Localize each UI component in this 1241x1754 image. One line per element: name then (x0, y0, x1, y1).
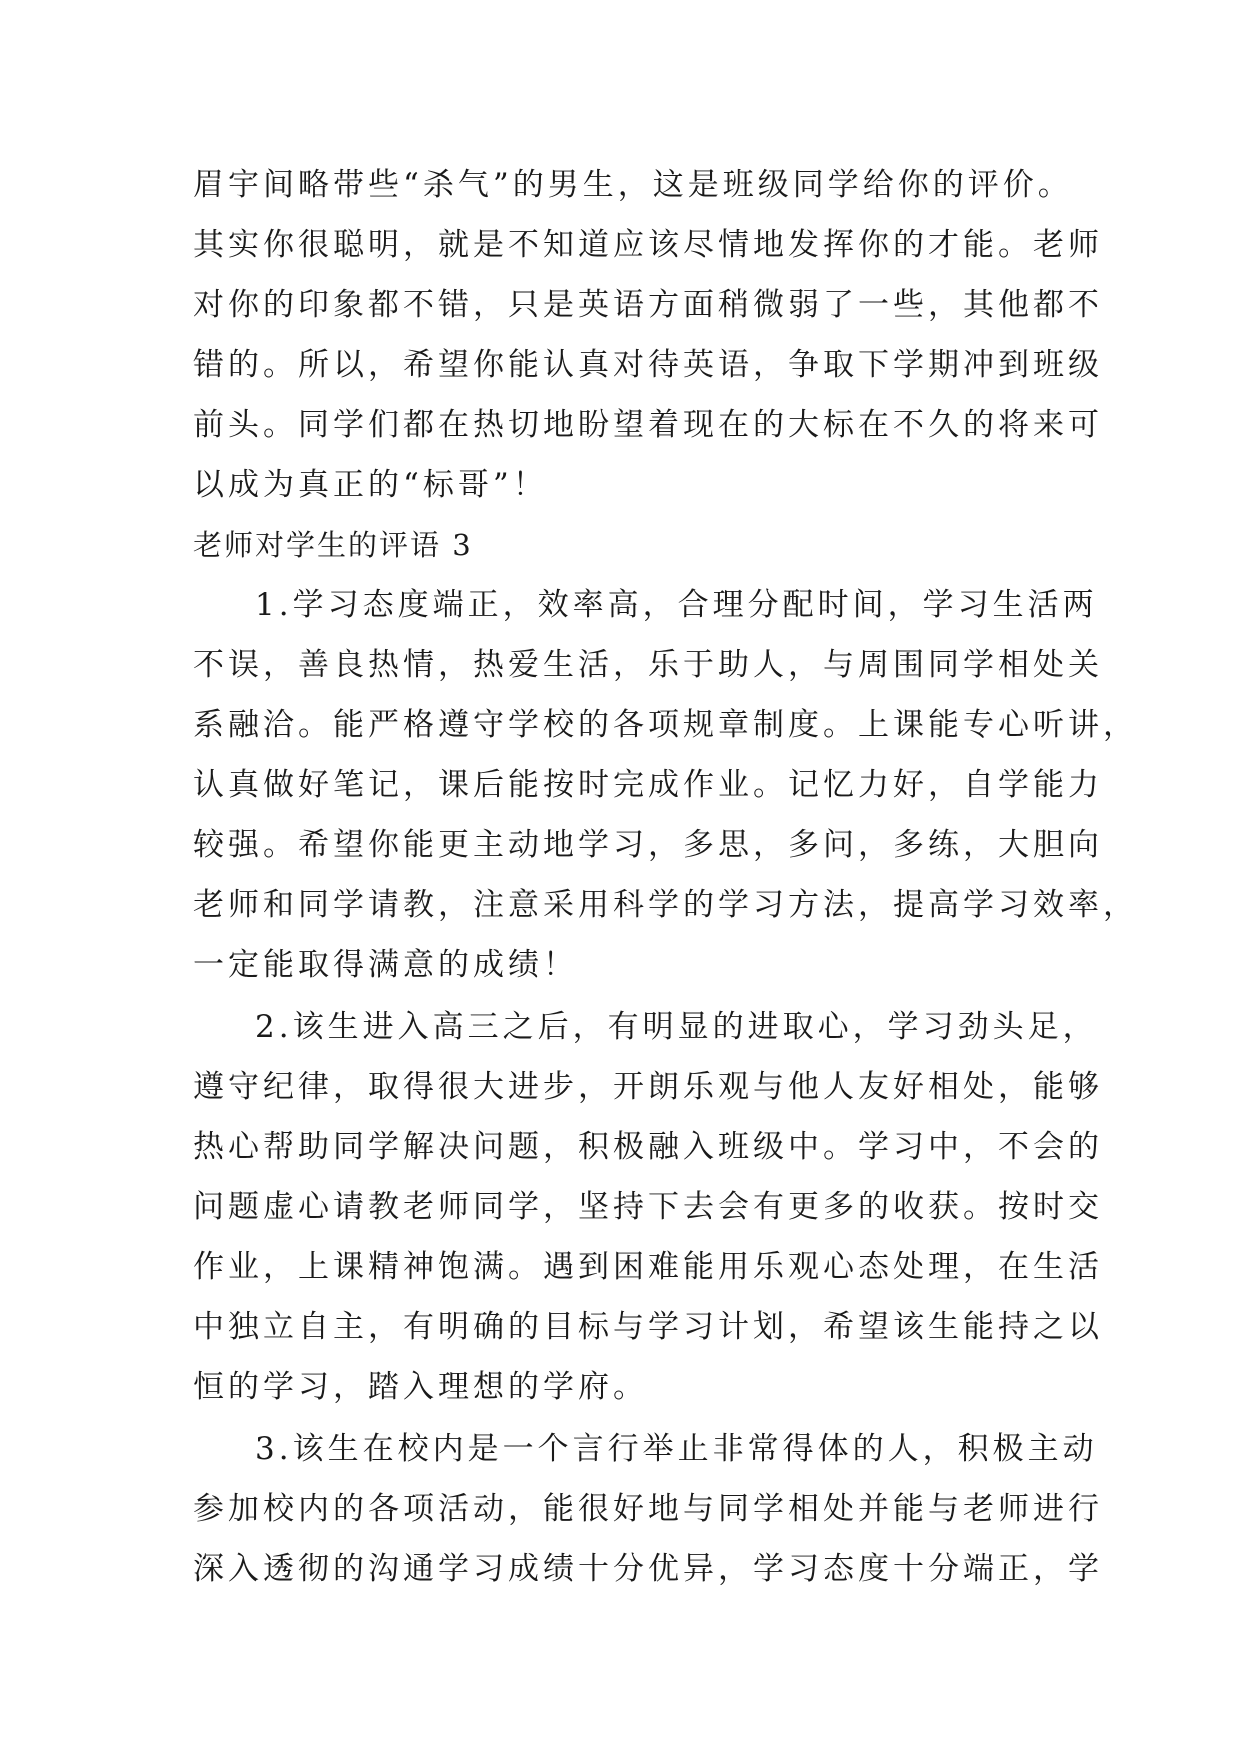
text-line: 错的。所以，希望你能认真对待英语，争取下学期冲到班级 (193, 347, 1103, 383)
text-line: 作业，上课精神饱满。遇到困难能用乐观心态处理，在生活 (193, 1249, 1103, 1285)
text-line: 老师和同学请教，注意采用科学的学习方法，提高学习效率， (193, 887, 1138, 923)
text-line: 认真做好笔记，课后能按时完成作业。记忆力好，自学能力 (193, 767, 1103, 803)
text-line: 热心帮助同学解决问题，积极融入班级中。学习中，不会的 (193, 1129, 1103, 1165)
text-line: 中独立自主，有明确的目标与学习计划，希望该生能持之以 (193, 1309, 1103, 1345)
text-line: 对你的印象都不错，只是英语方面稍微弱了一些，其他都不 (193, 287, 1103, 323)
section-heading: 老师对学生的评语 3 (193, 528, 473, 562)
text-line: 遵守纪律，取得很大进步，开朗乐观与他人友好相处，能够 (193, 1069, 1103, 1105)
text-line: 2.该生进入高三之后，有明显的进取心，学习劲头足， (255, 1009, 1098, 1045)
text-line: 眉宇间略带些“杀气”的男生，这是班级同学给你的评价。 (193, 167, 1073, 203)
text-line: 深入透彻的沟通学习成绩十分优异，学习态度十分端正，学 (193, 1551, 1103, 1587)
text-line: 一定能取得满意的成绩！ (193, 947, 578, 983)
text-line: 以成为真正的“标哥”！ (193, 467, 548, 503)
text-line: 1.学习态度端正，效率高，合理分配时间，学习生活两 (255, 587, 1098, 623)
text-line: 系融洽。能严格遵守学校的各项规章制度。上课能专心听讲， (193, 707, 1138, 743)
text-line: 不误，善良热情，热爱生活，乐于助人，与周围同学相处关 (193, 647, 1103, 683)
text-line: 前头。同学们都在热切地盼望着现在的大标在不久的将来可 (193, 407, 1103, 443)
text-line: 较强。希望你能更主动地学习，多思，多问，多练，大胆向 (193, 827, 1103, 863)
text-line: 恒的学习，踏入理想的学府。 (193, 1369, 648, 1405)
text-line: 问题虚心请教老师同学，坚持下去会有更多的收获。按时交 (193, 1189, 1103, 1225)
text-line: 3.该生在校内是一个言行举止非常得体的人，积极主动 (255, 1431, 1098, 1467)
text-line: 其实你很聪明，就是不知道应该尽情地发挥你的才能。老师 (193, 227, 1103, 263)
text-line: 参加校内的各项活动，能很好地与同学相处并能与老师进行 (193, 1491, 1103, 1527)
